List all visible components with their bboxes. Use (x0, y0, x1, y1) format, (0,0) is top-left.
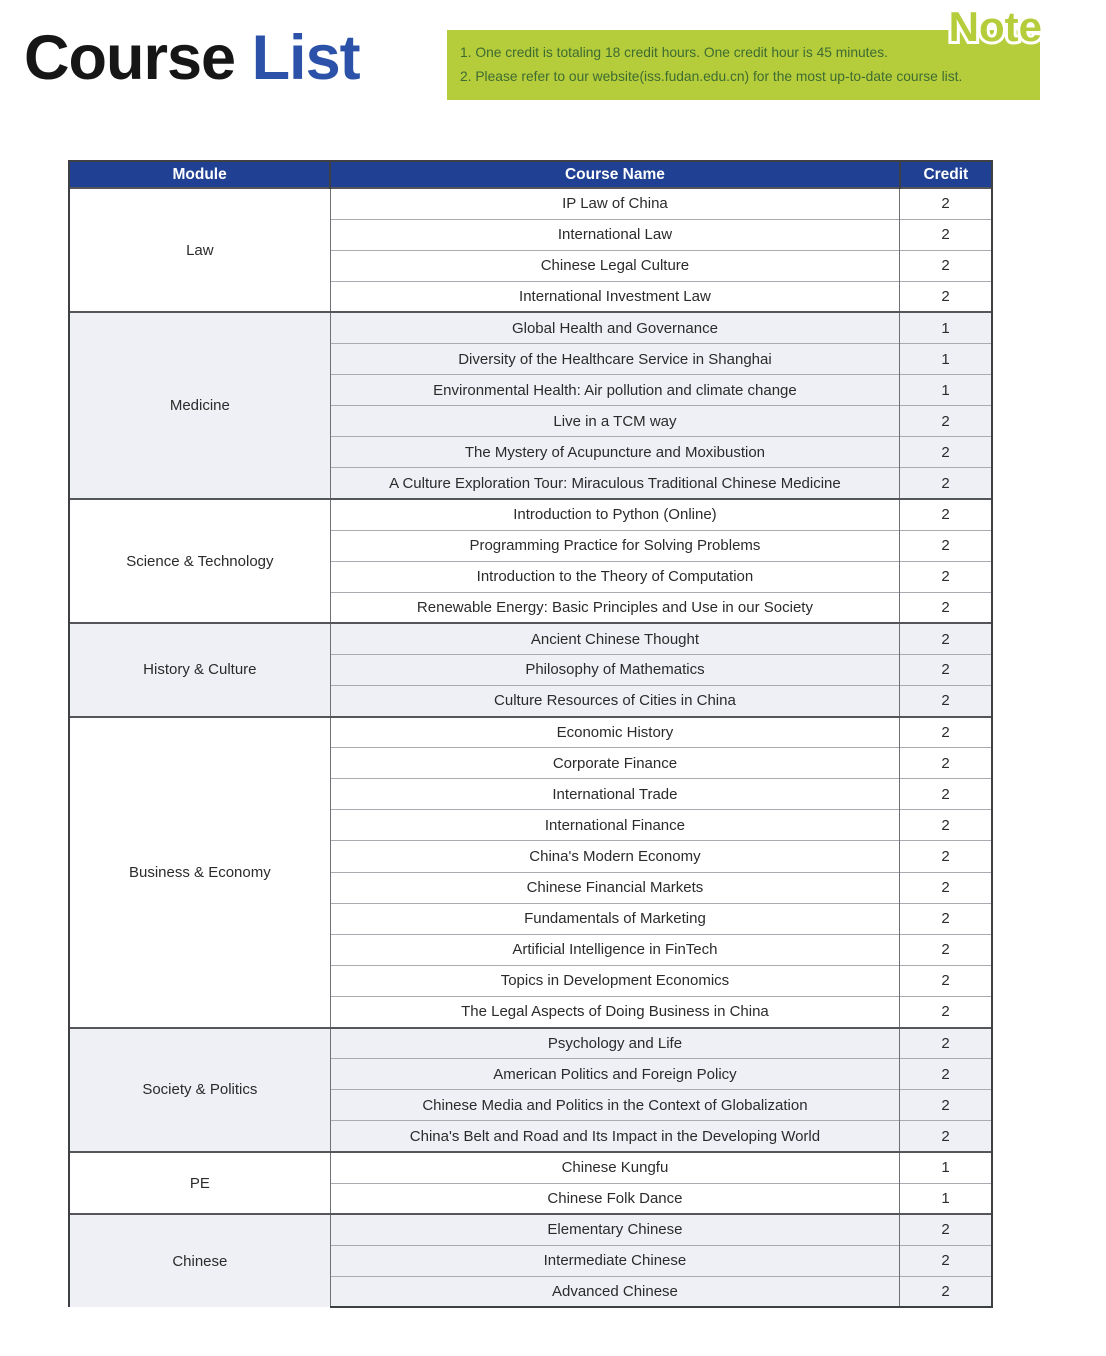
credit-cell: 2 (900, 1214, 992, 1245)
course-name-cell: Psychology and Life (330, 1028, 899, 1059)
course-name-cell: Economic History (330, 717, 899, 748)
header-credit: Credit (900, 161, 992, 188)
course-name-cell: Programming Practice for Solving Problems (330, 530, 899, 561)
credit-cell: 1 (900, 375, 992, 406)
credit-cell: 2 (900, 219, 992, 250)
course-name-cell: Introduction to the Theory of Computation (330, 561, 899, 592)
table-row (69, 312, 992, 343)
credit-cell: 2 (900, 810, 992, 841)
note-line-2: 2. Please refer to our website(iss.fudan.edu.cn) for the most up-to-date course list. (460, 69, 963, 85)
credit-cell: 2 (900, 437, 992, 468)
module-cell: Chinese (69, 1214, 330, 1307)
credit-cell: 2 (900, 499, 992, 530)
course-name-cell: Live in a TCM way (330, 406, 899, 437)
course-name-cell: Environmental Health: Air pollution and climate change (330, 375, 899, 406)
course-name-cell: International Finance (330, 810, 899, 841)
credit-cell: 2 (900, 1245, 992, 1276)
page-title (24, 22, 360, 94)
course-name-cell: Renewable Energy: Basic Principles and Use in our Society (330, 592, 899, 623)
header-row (69, 161, 992, 188)
course-name-cell: Chinese Financial Markets (330, 872, 899, 903)
course-name-cell: Chinese Media and Politics in the Context of Globalization (330, 1090, 899, 1121)
course-name-cell: Diversity of the Healthcare Service in Shanghai (330, 343, 899, 374)
course-name-cell: Ancient Chinese Thought (330, 623, 899, 654)
course-name-cell: Fundamentals of Marketing (330, 903, 899, 934)
credit-cell: 2 (900, 934, 992, 965)
course-table (68, 160, 993, 1308)
course-name-cell: Chinese Folk Dance (330, 1183, 899, 1214)
note-box (447, 3, 1042, 100)
course-name-cell: Global Health and Governance (330, 312, 899, 343)
credit-cell: 2 (900, 686, 992, 717)
note-badge: Note (948, 3, 1042, 50)
credit-cell: 2 (900, 623, 992, 654)
module-cell: Society & Politics (69, 1028, 330, 1152)
course-name-cell: Chinese Kungfu (330, 1152, 899, 1183)
credit-cell: 2 (900, 996, 992, 1027)
course-name-cell: Corporate Finance (330, 748, 899, 779)
course-name-cell: Topics in Development Economics (330, 965, 899, 996)
course-name-cell: Culture Resources of Cities in China (330, 686, 899, 717)
table-row (69, 1028, 992, 1059)
credit-cell: 2 (900, 1121, 992, 1152)
credit-cell: 2 (900, 530, 992, 561)
credit-cell: 2 (900, 281, 992, 312)
course-name-cell: Elementary Chinese (330, 1214, 899, 1245)
course-name-cell: Advanced Chinese (330, 1276, 899, 1307)
table-header (69, 161, 992, 188)
credit-cell: 2 (900, 1059, 992, 1090)
course-name-cell: China's Belt and Road and Its Impact in the Developing World (330, 1121, 899, 1152)
credit-cell: 1 (900, 343, 992, 374)
credit-cell: 1 (900, 312, 992, 343)
table-row (69, 1152, 992, 1183)
credit-cell: 2 (900, 1028, 992, 1059)
table-row (69, 1214, 992, 1245)
table-row (69, 717, 992, 748)
module-cell: Business & Economy (69, 717, 330, 1028)
page-title-list: List (251, 23, 360, 93)
header-course-name: Course Name (330, 161, 899, 188)
credit-cell: 2 (900, 1276, 992, 1307)
module-cell: Science & Technology (69, 499, 330, 623)
course-name-cell: Intermediate Chinese (330, 1245, 899, 1276)
credit-cell: 2 (900, 841, 992, 872)
credit-cell: 2 (900, 561, 992, 592)
course-name-cell: American Politics and Foreign Policy (330, 1059, 899, 1090)
course-name-cell: The Mystery of Acupuncture and Moxibustion (330, 437, 899, 468)
credit-cell: 1 (900, 1152, 992, 1183)
credit-cell: 2 (900, 592, 992, 623)
course-name-cell: Philosophy of Mathematics (330, 654, 899, 685)
course-table-body (69, 188, 992, 1307)
module-cell: Law (69, 188, 330, 312)
course-name-cell: International Investment Law (330, 281, 899, 312)
table-row (69, 623, 992, 654)
course-name-cell: Artificial Intelligence in FinTech (330, 934, 899, 965)
course-name-cell: China's Modern Economy (330, 841, 899, 872)
credit-cell: 2 (900, 188, 992, 219)
table-row (69, 188, 992, 219)
course-name-cell: International Trade (330, 779, 899, 810)
credit-cell: 2 (900, 779, 992, 810)
credit-cell: 2 (900, 748, 992, 779)
note-line-1: 1. One credit is totaling 18 credit hours. One credit hour is 45 minutes. (460, 45, 888, 60)
credit-cell: 2 (900, 468, 992, 499)
module-cell: History & Culture (69, 623, 330, 716)
header-module: Module (69, 161, 330, 188)
course-name-cell: Chinese Legal Culture (330, 250, 899, 281)
credit-cell: 2 (900, 903, 992, 934)
course-name-cell: A Culture Exploration Tour: Miraculous Traditional Chinese Medicine (330, 468, 899, 499)
credit-cell: 2 (900, 654, 992, 685)
module-cell: Medicine (69, 312, 330, 499)
credit-cell: 2 (900, 717, 992, 748)
credit-cell: 1 (900, 1183, 992, 1214)
course-name-cell: Introduction to Python (Online) (330, 499, 899, 530)
page-title-course: Course (24, 23, 236, 93)
course-name-cell: The Legal Aspects of Doing Business in China (330, 996, 899, 1027)
course-name-cell: International Law (330, 219, 899, 250)
credit-cell: 2 (900, 872, 992, 903)
course-name-cell: IP Law of China (330, 188, 899, 219)
credit-cell: 2 (900, 1090, 992, 1121)
table-row (69, 499, 992, 530)
credit-cell: 2 (900, 250, 992, 281)
module-cell: PE (69, 1152, 330, 1214)
credit-cell: 2 (900, 406, 992, 437)
credit-cell: 2 (900, 965, 992, 996)
